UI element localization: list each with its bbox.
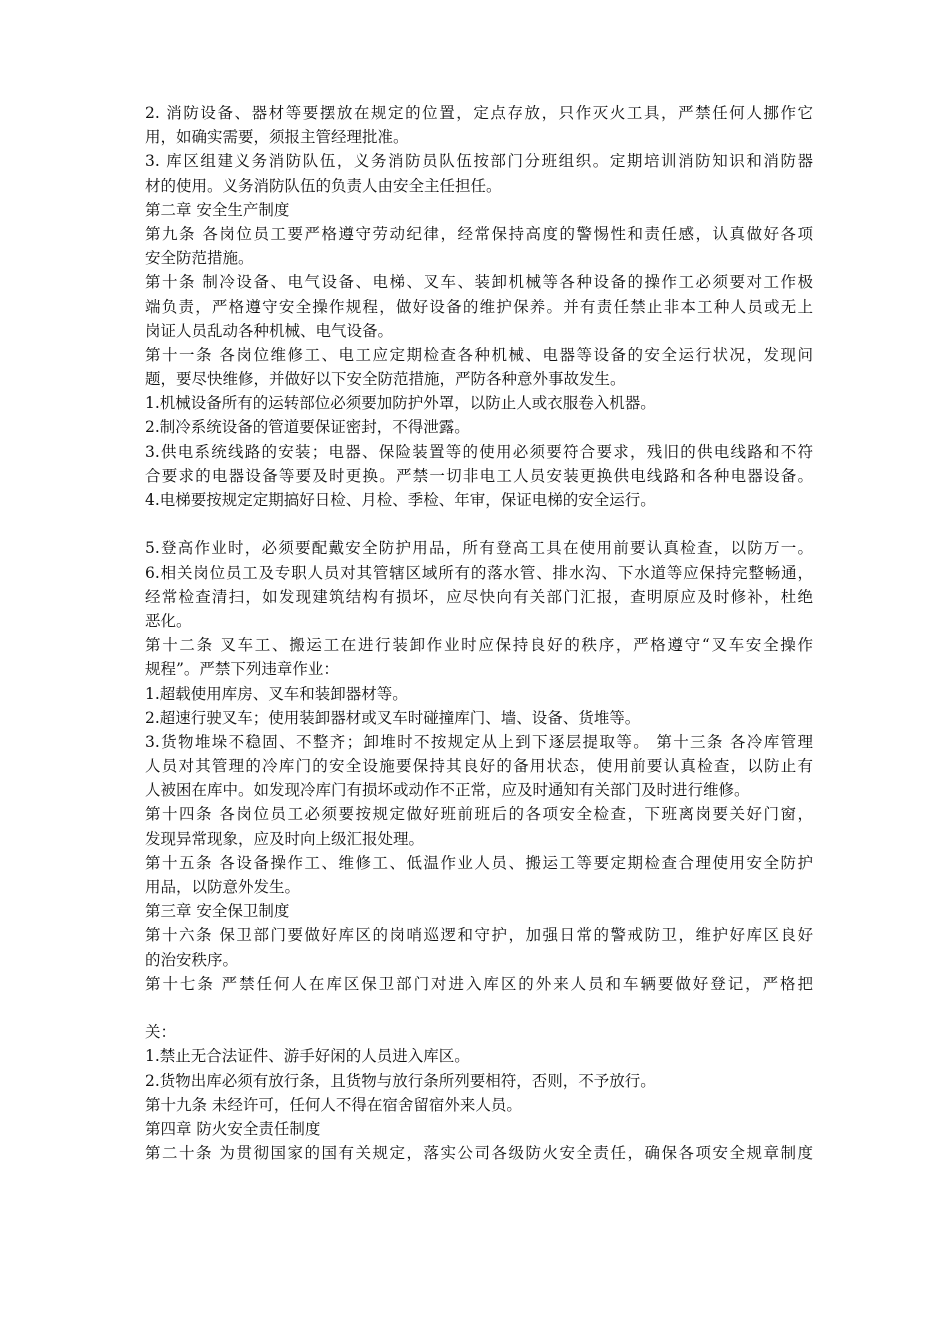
text-line: 题，要尽快维修，并做好以下安全防范措施，严防各种意外事故发生。: [145, 370, 626, 389]
text-line: 第二十条 为贯彻国家的国有关规定，落实公司各级防火安全责任，确保各项安全规章制度: [145, 1144, 813, 1163]
text-line: 用品，以防意外发生。: [145, 878, 301, 896]
text-line: 人被困在库中。如发现冷库门有损坏或动作不正常，应及时通知有关部门及时进行维修。: [145, 781, 750, 800]
text-line: 1.机械设备所有的运转部位必须要加防护外罩，以防止人或衣服卷入机器。: [145, 394, 656, 413]
text-line: 安全防范措施。: [145, 249, 254, 268]
text-line: 用，如确实需要，须报主管经理批准。: [145, 128, 409, 147]
text-line: 恶化。: [145, 611, 192, 630]
text-line: 的治安秩序。: [145, 950, 239, 969]
text-line: 发现异常现象，应及时向上级汇报处理。: [145, 829, 425, 848]
text-line: 第十五条 各设备操作工、维修工、低温作业人员、搬运工等要定期检查合理使用安全防护: [145, 853, 813, 872]
text-line: 2.制冷系统设备的管道要保证密封，不得泄露。: [145, 418, 470, 437]
chapter-heading: 第三章 安全保卫制度: [145, 902, 290, 921]
chapter-heading: 第四章 防火安全责任制度: [145, 1119, 321, 1138]
text-line: 2.货物出库必须有放行条，且货物与放行条所列要相符，否则，不予放行。: [145, 1071, 656, 1090]
text-line: 2. 消防设备、器材等要摆放在规定的位置，定点存放，只作灭火工具，严禁任何人挪作它: [145, 104, 813, 122]
chapter-heading: 第二章 安全生产制度: [145, 200, 290, 219]
text-line: 第十四条 各岗位员工必须要按规定做好班前班后的各项安全检查，下班离岗要关好门窗，: [145, 805, 813, 824]
blank-line: [145, 996, 813, 1020]
text-line: 规程”。严禁下列违章作业：: [145, 660, 339, 679]
text-line: 第九条 各岗位员工要严格遵守劳动纪律，经常保持高度的警惕性和责任感，认真做好各项: [145, 224, 813, 243]
text-line: 3.供电系统线路的安装；电器、保险装置等的使用必须要符合要求，残旧的供电线路和不符: [145, 442, 813, 461]
text-line: 6.相关岗位员工及专职人员对其管辖区域所有的落水管、排水沟、下水道等应保持完整畅通，: [145, 563, 813, 582]
blank-line: [145, 512, 813, 536]
text-line: 岗证人员乱动各种机械、电气设备。: [145, 321, 394, 340]
text-line: 1.超载使用库房、叉车和装卸器材等。: [145, 684, 408, 703]
text-line: 第十六条 保卫部门要做好库区的岗哨巡逻和守护，加强日常的警戒防卫，维护好库区良好: [145, 926, 813, 945]
text-line: 端负责，严格遵守安全操作规程，做好设备的维护保养。并有责任禁止非本工种人员或无上: [145, 297, 813, 316]
text-line: 人员对其管理的冷库门的安全设施要保持其良好的备用状态，使用前要认真检查，以防止有: [145, 757, 813, 776]
text-line: 材的使用。义务消防队伍的负责人由安全主任担任。: [145, 176, 502, 195]
text-line: 第十二条 叉车工、搬运工在进行装卸作业时应保持良好的秩序，严格遵守“叉车安全操作: [145, 636, 813, 655]
text-line: 合要求的电器设备等要及时更换。严禁一切非电工人员安装更换供电线路和各种电器设备。: [145, 466, 813, 485]
text-line: 第十七条 严禁任何人在库区保卫部门对进入库区的外来人员和车辆要做好登记，严格把: [145, 974, 813, 993]
text-line: 第十条 制冷设备、电气设备、电梯、叉车、装卸机械等各种设备的操作工必须要对工作极: [145, 273, 813, 292]
text-line: 1.禁止无合法证件、游手好闲的人员进入库区。: [145, 1047, 470, 1066]
text-line: 3. 库区组建义务消防队伍，义务消防员队伍按部门分班组织。定期培训消防知识和消防器: [145, 152, 813, 171]
text-line: 第十一条 各岗位维修工、电工应定期检查各种机械、电器等设备的安全运行状况，发现问: [145, 345, 813, 364]
document-body: [145, 101, 813, 1165]
text-line: 关：: [145, 1023, 177, 1042]
text-line: 4.电梯要按规定定期搞好日检、月检、季检、年审，保证电梯的安全运行。: [145, 491, 656, 509]
text-line: 5.登高作业时，必须要配戴安全防护用品，所有登高工具在使用前要认真检查，以防万一。: [145, 539, 813, 558]
text-line: 经常检查清扫，如发现建筑结构有损坏，应尽快向有关部门汇报，查明原应及时修补，杜绝: [145, 587, 813, 606]
text-line: 3.货物堆垛不稳固、不整齐；卸堆时不按规定从上到下逐层提取等。 第十三条 各冷库管理: [145, 732, 813, 751]
text-line: 2.超速行驶叉车；使用装卸器材或叉车时碰撞库门、墙、设备、货堆等。: [145, 708, 641, 727]
text-line: 第十九条 未经许可，任何人不得在宿舍留宿外来人员。: [145, 1095, 522, 1114]
